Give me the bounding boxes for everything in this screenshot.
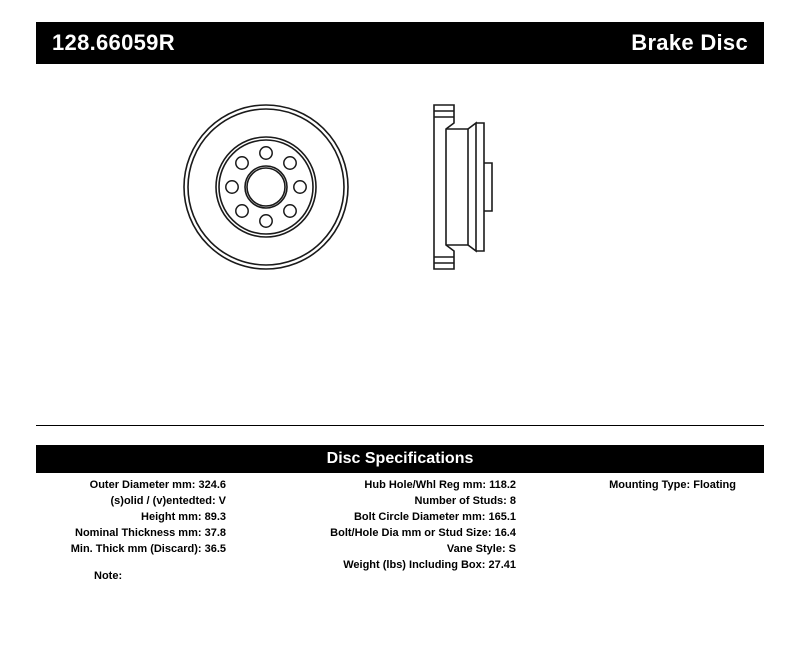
product-drawing [36, 75, 764, 425]
spec-item: Height mm: 89.3 [141, 511, 226, 523]
rotor-center-bore [245, 166, 287, 208]
stud-holes [226, 147, 306, 227]
rotor-section-view [434, 105, 492, 269]
specs-table [36, 477, 764, 573]
spec-item: Bolt/Hole Dia mm or Stud Size: 16.4 [330, 527, 516, 539]
specs-title: Disc Specifications [326, 450, 474, 467]
specs-column-left [36, 477, 226, 573]
specs-column-middle [226, 477, 516, 573]
spec-item: Number of Studs: 8 [414, 495, 516, 507]
spec-item: Outer Diameter mm: 324.6 [89, 479, 226, 491]
spec-item: (s)olid / (v)entedted: V [110, 495, 226, 507]
spec-item: Hub Hole/Whl Reg mm: 118.2 [364, 479, 516, 491]
spec-item: Weight (lbs) Including Box: 27.41 [343, 559, 516, 571]
section-divider [36, 425, 764, 426]
rotor-hat-outer [216, 137, 316, 237]
spec-item: Mounting Type: Floating [609, 479, 736, 491]
rotor-center-bore-inner [247, 168, 285, 206]
spec-item: Min. Thick mm (Discard): 36.5 [70, 543, 226, 555]
specs-title-bar [36, 445, 764, 473]
rotor-outer-edge [184, 105, 348, 269]
product-type-label: Brake Disc [631, 30, 748, 55]
spec-item: Nominal Thickness mm: 37.8 [75, 527, 226, 539]
spec-item: Bolt Circle Diameter mm: 165.1 [353, 511, 516, 523]
part-number: 128.66059R [52, 30, 175, 55]
note-label: Note: [94, 570, 123, 582]
header-bar [36, 22, 764, 64]
rotor-outer-edge-inner [188, 109, 344, 265]
specs-column-right [516, 477, 764, 573]
rotor-hat-outer-inner [219, 140, 313, 234]
brake-disc-diagram [36, 75, 764, 425]
spec-item: Vane Style: S [446, 543, 516, 555]
